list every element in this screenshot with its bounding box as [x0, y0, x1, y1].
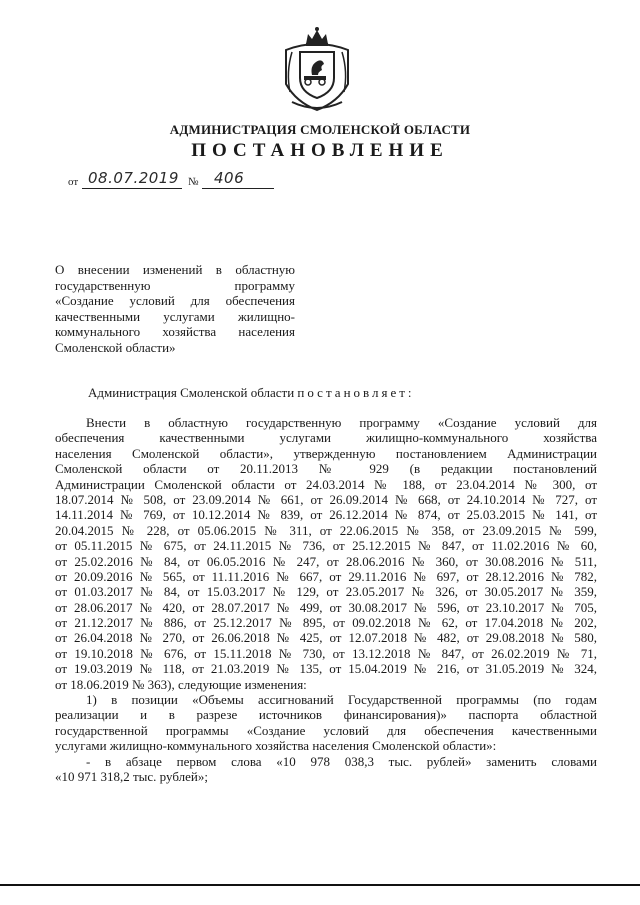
number-label: №: [188, 176, 199, 188]
decree-prefix: Администрация Смоленской области: [88, 385, 295, 400]
body-line: от 28.06.2017 № 420, от 28.07.2017 № 499, от 30.08.2017 № 596, от 23.10.2017 № 705,: [55, 599, 597, 615]
body-line: реализации и в разрезе источников финансирования)» паспорта областной: [55, 707, 597, 723]
body-line: от 18.06.2019 № 363), следующие изменения:: [55, 676, 307, 692]
date-number-line: [68, 169, 288, 190]
body-line: от 26.04.2018 № 270, от 26.06.2018 № 425, от 12.07.2018 № 482, от 29.08.2018 № 580,: [55, 630, 597, 646]
subject-block: [55, 262, 295, 356]
body-line: от 21.12.2017 № 886, от 25.12.2017 № 895, от 09.02.2018 № 62, от 17.04.2018 № 202,: [55, 615, 597, 631]
body-line: от 19.10.2018 № 676, от 15.11.2018 № 730, от 13.12.2018 № 847, от 26.02.2019 № 71,: [55, 645, 597, 661]
body-line: от 05.11.2015 № 675, от 24.11.2015 № 736, от 25.12.2015 № 847, от 11.02.2016 № 60,: [55, 538, 597, 554]
document-body: [55, 415, 597, 784]
body-line: 14.11.2014 № 769, от 10.12.2014 № 839, от 26.12.2014 № 874, от 25.03.2015 № 141, от: [55, 507, 597, 523]
body-line: 20.04.2015 № 228, от 05.06.2015 № 311, от 22.06.2015 № 358, от 23.09.2015 № 599,: [55, 522, 597, 538]
body-line: Смоленской области от 20.11.2013 № 929 (в редакции постановлений: [55, 461, 597, 477]
body-line: «10 971 318,2 тыс. рублей»;: [55, 768, 208, 784]
coat-of-arms-emblem: [278, 22, 356, 114]
body-line: государственной программы «Создание условий для обеспечения качественными: [55, 722, 597, 738]
decree-line: [88, 385, 415, 401]
body-line: Администрации Смоленской области от 24.03.2014 № 188, от 23.04.2014 № 300, от: [55, 476, 597, 492]
body-line: от 20.09.2016 № 565, от 11.11.2016 № 667, от 29.11.2016 № 697, от 28.12.2016 № 782,: [55, 568, 597, 584]
subject-line: коммунального хозяйства населения: [55, 324, 295, 340]
subject-line: государственную программу: [55, 277, 295, 293]
date-value: 08.07.2019: [88, 169, 179, 187]
body-line: от 19.03.2019 № 118, от 21.03.2019 № 135, от 15.04.2019 № 216, от 31.05.2019 № 324,: [55, 661, 597, 677]
subject-line: Смоленской области»: [55, 339, 176, 355]
body-line: Внести в областную государственную программу «Создание условий для: [86, 415, 597, 430]
number-value: 406: [214, 169, 245, 187]
body-line: услугами жилищно-коммунального хозяйства населения Смоленской области»:: [55, 738, 497, 754]
decree-verb: постановляет:: [297, 385, 415, 400]
subject-line: О внесении изменений в областную: [55, 262, 295, 277]
body-line: обеспечения качественными услугами жилищно-коммунального хозяйства: [55, 430, 597, 446]
page-bottom-rule: [0, 884, 640, 886]
date-label: от: [68, 176, 79, 188]
subject-line: качественными услугами жилищно-: [55, 308, 295, 324]
body-line: 1) в позиции «Объемы ассигнований Государственной программы (по годам: [86, 692, 597, 708]
organization-name: АДМИНИСТРАЦИЯ СМОЛЕНСКОЙ ОБЛАСТИ: [169, 122, 471, 137]
body-line: 18.07.2014 № 508, от 23.09.2014 № 661, от 26.09.2014 № 668, от 24.10.2014 № 727, от: [55, 491, 597, 507]
body-line: - в абзаце первом слова «10 978 038,3 тыс. рублей» заменить словами: [86, 753, 597, 769]
document-type: ПОСТАНОВЛЕНИЕ: [191, 140, 449, 161]
body-line: населения Смоленской области», утвержденную постановлением Администрации: [55, 445, 597, 461]
body-line: от 01.03.2017 № 84, от 15.03.2017 № 129, от 23.05.2017 № 326, от 30.05.2017 № 359,: [55, 584, 597, 600]
subject-line: «Создание условий для обеспечения: [55, 293, 295, 309]
body-line: от 25.02.2016 № 84, от 06.05.2016 № 247, от 28.06.2016 № 360, от 30.08.2016 № 511,: [55, 553, 597, 569]
